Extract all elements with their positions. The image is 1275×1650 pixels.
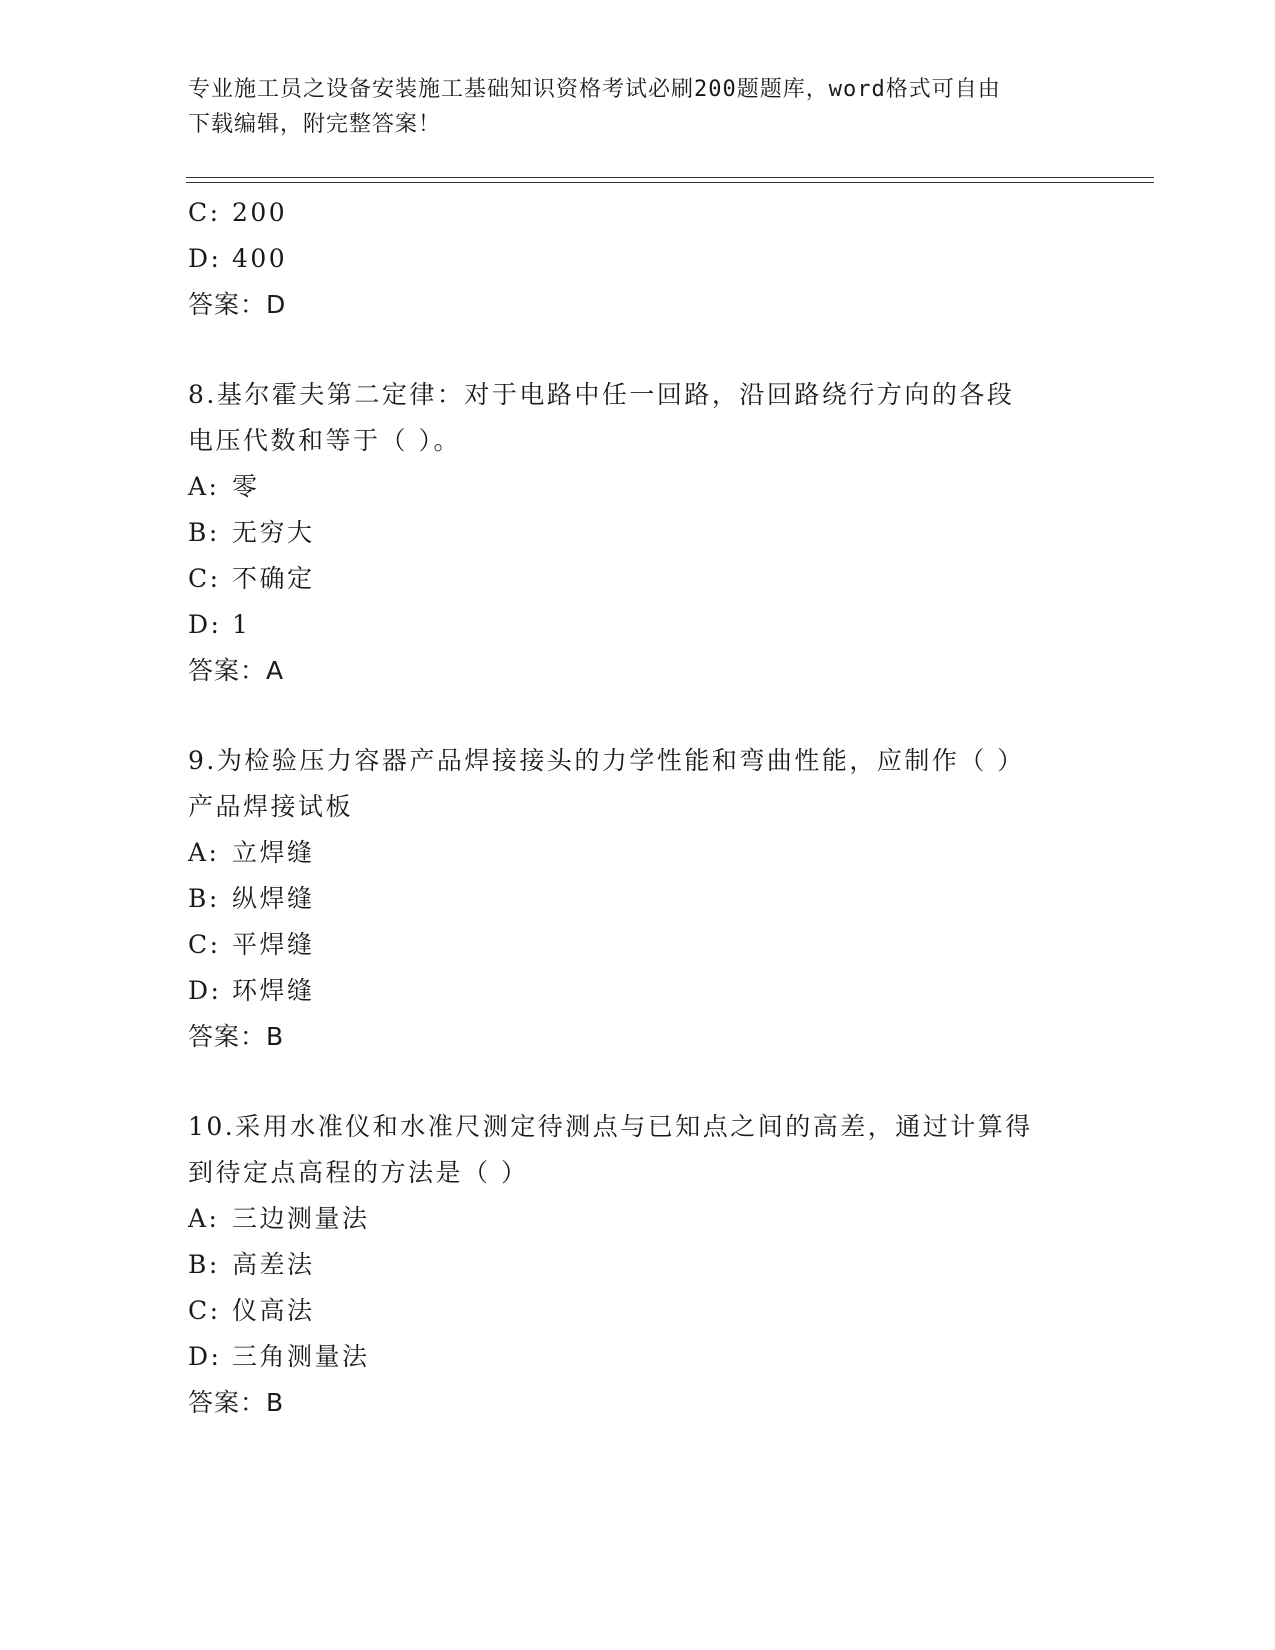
option-letter: A: (188, 1204, 220, 1233)
question-stem-line-1: 10.采用水准仪和水准尺测定待测点与已知点之间的高差，通过计算得 (188, 1112, 1033, 1141)
answer-line: 答案：A (188, 656, 285, 685)
option-letter: B: (188, 518, 220, 547)
question-block-9 (188, 738, 1088, 1060)
answer-line: 答案：B (188, 1388, 285, 1417)
answer-line: 答案：B (188, 1022, 285, 1051)
option-d (188, 1334, 1088, 1380)
option-text: 三边测量法 (232, 1204, 370, 1233)
option-text: 200 (232, 198, 288, 227)
question-stem-line-2: 产品焊接试板 (188, 792, 354, 821)
answer-line: 答案：D (188, 290, 287, 319)
option-c (188, 556, 1088, 602)
option-d (188, 236, 1088, 282)
spacer (188, 1060, 1088, 1104)
option-text: 纵焊缝 (232, 884, 315, 913)
option-letter: A: (188, 838, 220, 867)
option-letter: C: (188, 198, 221, 227)
option-letter: C: (188, 930, 221, 959)
spacer (188, 694, 1088, 738)
option-letter: B: (188, 1250, 220, 1279)
option-text: 高差法 (232, 1250, 315, 1279)
header-divider-top (186, 177, 1154, 178)
option-letter: C: (188, 564, 221, 593)
option-a (188, 830, 1088, 876)
option-letter: C: (188, 1296, 221, 1325)
question-block-7-tail (188, 190, 1088, 328)
option-letter: A: (188, 472, 220, 501)
option-c (188, 922, 1088, 968)
header-title-line-1: 专业施工员之设备安装施工基础知识资格考试必刷200题题库，word格式可自由 (188, 77, 1001, 102)
question-stem-line-1: 8.基尔霍夫第二定律：对于电路中任一回路，沿回路绕行方向的各段 (188, 380, 1015, 409)
question-stem-line-1: 9.为检验压力容器产品焊接接头的力学性能和弯曲性能，应制作（ ） (188, 746, 1025, 775)
option-letter: D: (188, 976, 222, 1005)
option-text: 平焊缝 (232, 930, 315, 959)
option-text: 400 (232, 244, 288, 273)
question-stem-line-2: 到待定点高程的方法是（ ） (188, 1158, 529, 1187)
spacer (188, 328, 1088, 372)
option-c (188, 190, 1088, 236)
option-text: 环焊缝 (232, 976, 315, 1005)
option-text: 不确定 (232, 564, 315, 593)
option-text: 三角测量法 (232, 1342, 370, 1371)
option-letter: D: (188, 610, 222, 639)
option-d (188, 602, 1088, 648)
header-title-line-2: 下载编辑，附完整答案！ (188, 112, 442, 137)
option-a (188, 1196, 1088, 1242)
document-body (188, 190, 1088, 1426)
option-letter: D: (188, 244, 222, 273)
document-header (188, 72, 1088, 142)
question-block-10 (188, 1104, 1088, 1426)
option-letter: B: (188, 884, 220, 913)
option-b (188, 876, 1088, 922)
option-b (188, 1242, 1088, 1288)
question-stem-line-2: 电压代数和等于（ ）。 (188, 426, 461, 455)
option-d (188, 968, 1088, 1014)
option-text: 1 (232, 610, 251, 639)
option-b (188, 510, 1088, 556)
option-text: 立焊缝 (232, 838, 315, 867)
option-text: 无穷大 (232, 518, 315, 547)
option-letter: D: (188, 1342, 222, 1371)
header-divider-bottom (186, 182, 1154, 183)
question-block-8 (188, 372, 1088, 694)
option-a (188, 464, 1088, 510)
option-text: 仪高法 (232, 1296, 315, 1325)
option-c (188, 1288, 1088, 1334)
option-text: 零 (232, 472, 260, 501)
